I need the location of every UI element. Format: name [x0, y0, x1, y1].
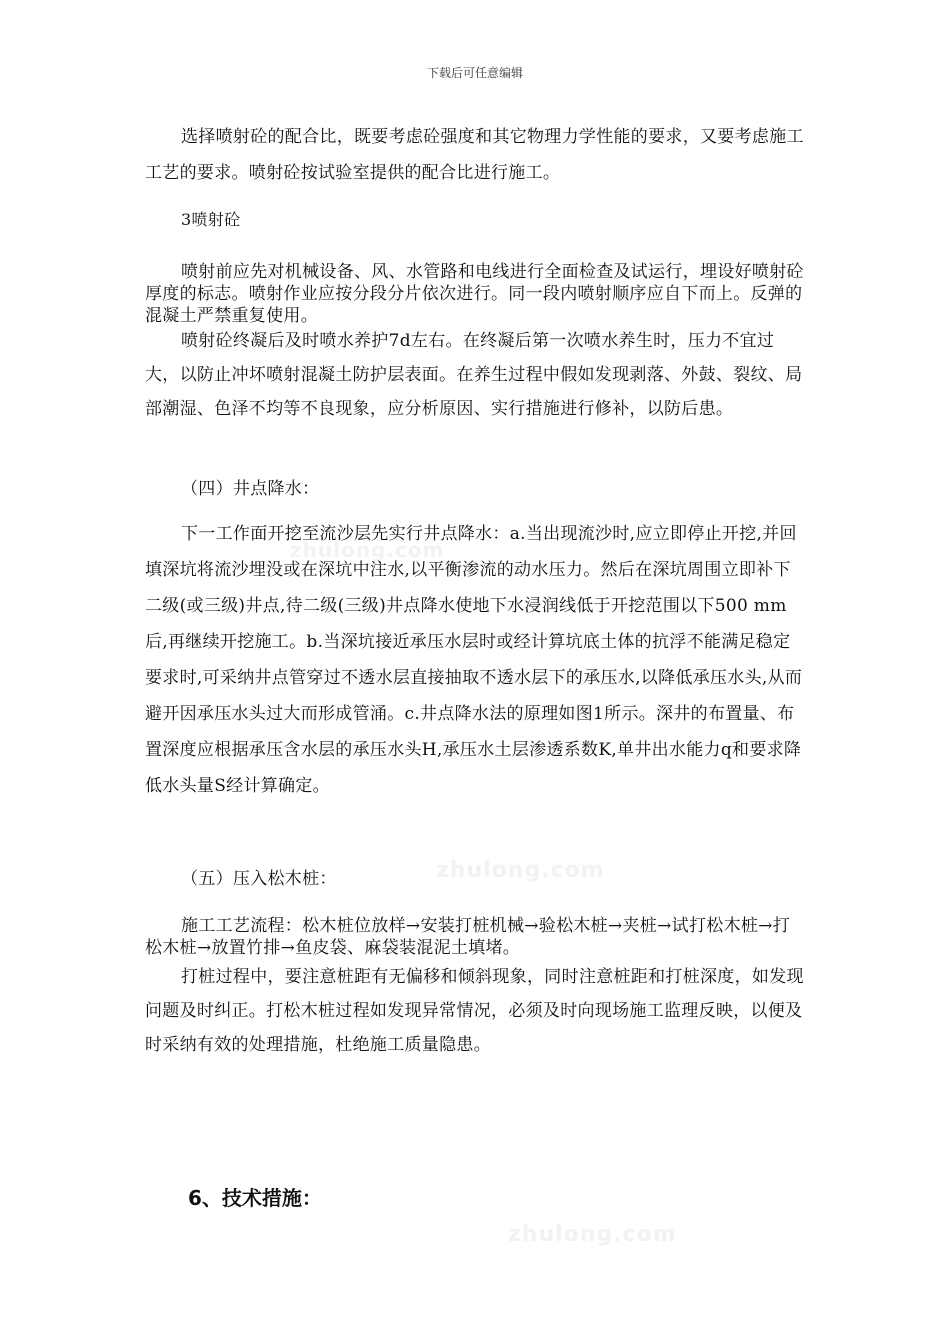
watermark-1: zhulong.com — [290, 538, 445, 562]
watermark-3: zhulong.com — [508, 1222, 677, 1247]
paragraph-dewatering: 下一工作面开挖至流沙层先实行井点降水：a.当出现流沙时,应立即停止开挖,并回填深坑将流沙埋没或在深坑中注水,以平衡渗流的动水压力。然后在深坑周围立即补下二级(或三级)井点,待二级(三级)井点降水使地下水浸润线低于开挖范围以下500 mm后,再继续开挖施工。b.当深坑接近承压水层时或经计算坑底土体的抗浮不能满足稳定要求时,可采纳井点管穿过不透水层直接抽取不透水层下的承压水,以降低承压水头,从而避开因承压水头过大而形成管涌。c.井点降水法的原理如图1所示。深井的布置量、布置深度应根据承压含水层的承压水头H,承压水土层渗透系数K,单井出水能力q和要求降低水头量S经计算确定。 — [145, 524, 803, 796]
heading-pine-piles: （五）压入松木桩： — [181, 869, 337, 889]
section-heading-technical-measures: 6、技术措施： — [188, 1186, 322, 1210]
paragraph-mix-ratio: 选择喷射砼的配合比，既要考虑砼强度和其它物理力学性能的要求，又要考虑施工工艺的要求。喷射砼按试验室提供的配合比进行施工。 — [145, 127, 804, 183]
watermark-2: zhulong.com — [436, 858, 605, 883]
paragraph-curing: 喷射砼终凝后及时喷水养护7d左右。在终凝后第一次喷水养生时，压力不宜过大，以防止冲坏喷射混凝土防护层表面。在养生过程中假如发现剥落、外鼓、裂纹、局部潮湿、色泽不均等不良现象，应分析原因、实行措施进行修补，以防后患。 — [145, 331, 803, 419]
subheading-shotcrete: 3喷射砼 — [181, 210, 241, 229]
heading-well-point-dewatering: （四）井点降水： — [181, 479, 320, 499]
paragraph-pile-driving: 打桩过程中，要注意桩距有无偏移和倾斜现象，同时注意桩距和打桩深度，如发现问题及时纠正。打松木桩过程如发现异常情况，必须及时向现场施工监理反映，以便及时采纳有效的处理措施，杜绝施工质量隐患。 — [145, 967, 804, 1055]
page-header: 下载后可任意编辑 — [426, 66, 523, 80]
paragraph-process-flow: 施工工艺流程：松木桩位放样→安装打桩机械→验松木桩→夹桩→试打松木桩→打松木桩→放置竹排→鱼皮袋、麻袋装混泥土填堵。 — [145, 916, 791, 958]
paragraph-spraying: 喷射前应先对机械设备、风、水管路和电线进行全面检查及试运行，埋设好喷射砼厚度的标志。喷射作业应按分段分片依次进行。同一段内喷射顺序应自下而上。反弹的混凝土严禁重复使用。 — [145, 262, 804, 326]
